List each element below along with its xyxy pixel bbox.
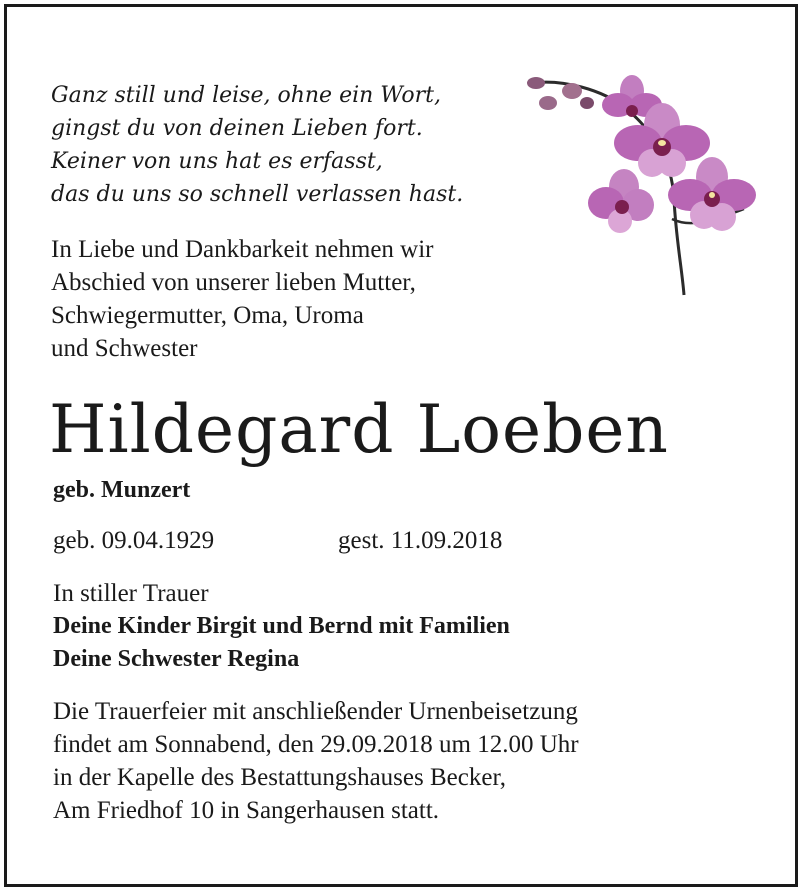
farewell-line: und Schwester (51, 335, 198, 362)
service-line: Am Friedhof 10 in Sangerhausen statt. (53, 797, 440, 824)
deceased-name: Hildegard Loeben (49, 391, 669, 468)
mourners-heading: In stiller Trauer (53, 580, 209, 607)
funeral-service-info (53, 695, 579, 827)
poem-line: Keiner von uns hat es erfasst, (51, 149, 383, 174)
poem-line: Ganz still und leise, ohne ein Wort, (51, 83, 442, 108)
farewell-line: In Liebe und Dankbarkeit nehmen wir (51, 236, 434, 263)
birth-name: geb. Munzert (53, 477, 191, 503)
orchid-flower (588, 169, 654, 233)
birth-date: geb. 09.04.1929 (53, 527, 215, 554)
farewell-line: Abschied von unserer lieben Mutter, (51, 269, 416, 296)
mourner-line: Deine Schwester Regina (53, 646, 300, 672)
mourner-line: Deine Kinder Birgit und Bernd mit Familien (53, 613, 510, 639)
poem-line: gingst du von deinen Lieben fort. (51, 116, 423, 141)
farewell-text (51, 233, 434, 365)
orchid-icon (522, 69, 757, 299)
obituary-notice (4, 4, 798, 887)
service-line: in der Kapelle des Bestattungshauses Becker, (53, 764, 507, 791)
poem-line: das du uns so schnell verlassen hast. (51, 182, 464, 207)
service-line: Die Trauerfeier mit anschließender Urnenbeisetzung (53, 698, 578, 725)
service-line: findet am Sonnabend, den 29.09.2018 um 12.00 Uhr (53, 731, 579, 758)
death-date: gest. 11.09.2018 (338, 527, 503, 554)
memorial-poem (51, 79, 463, 211)
mourners-block (53, 577, 510, 676)
farewell-line: Schwiegermutter, Oma, Uroma (51, 302, 364, 329)
